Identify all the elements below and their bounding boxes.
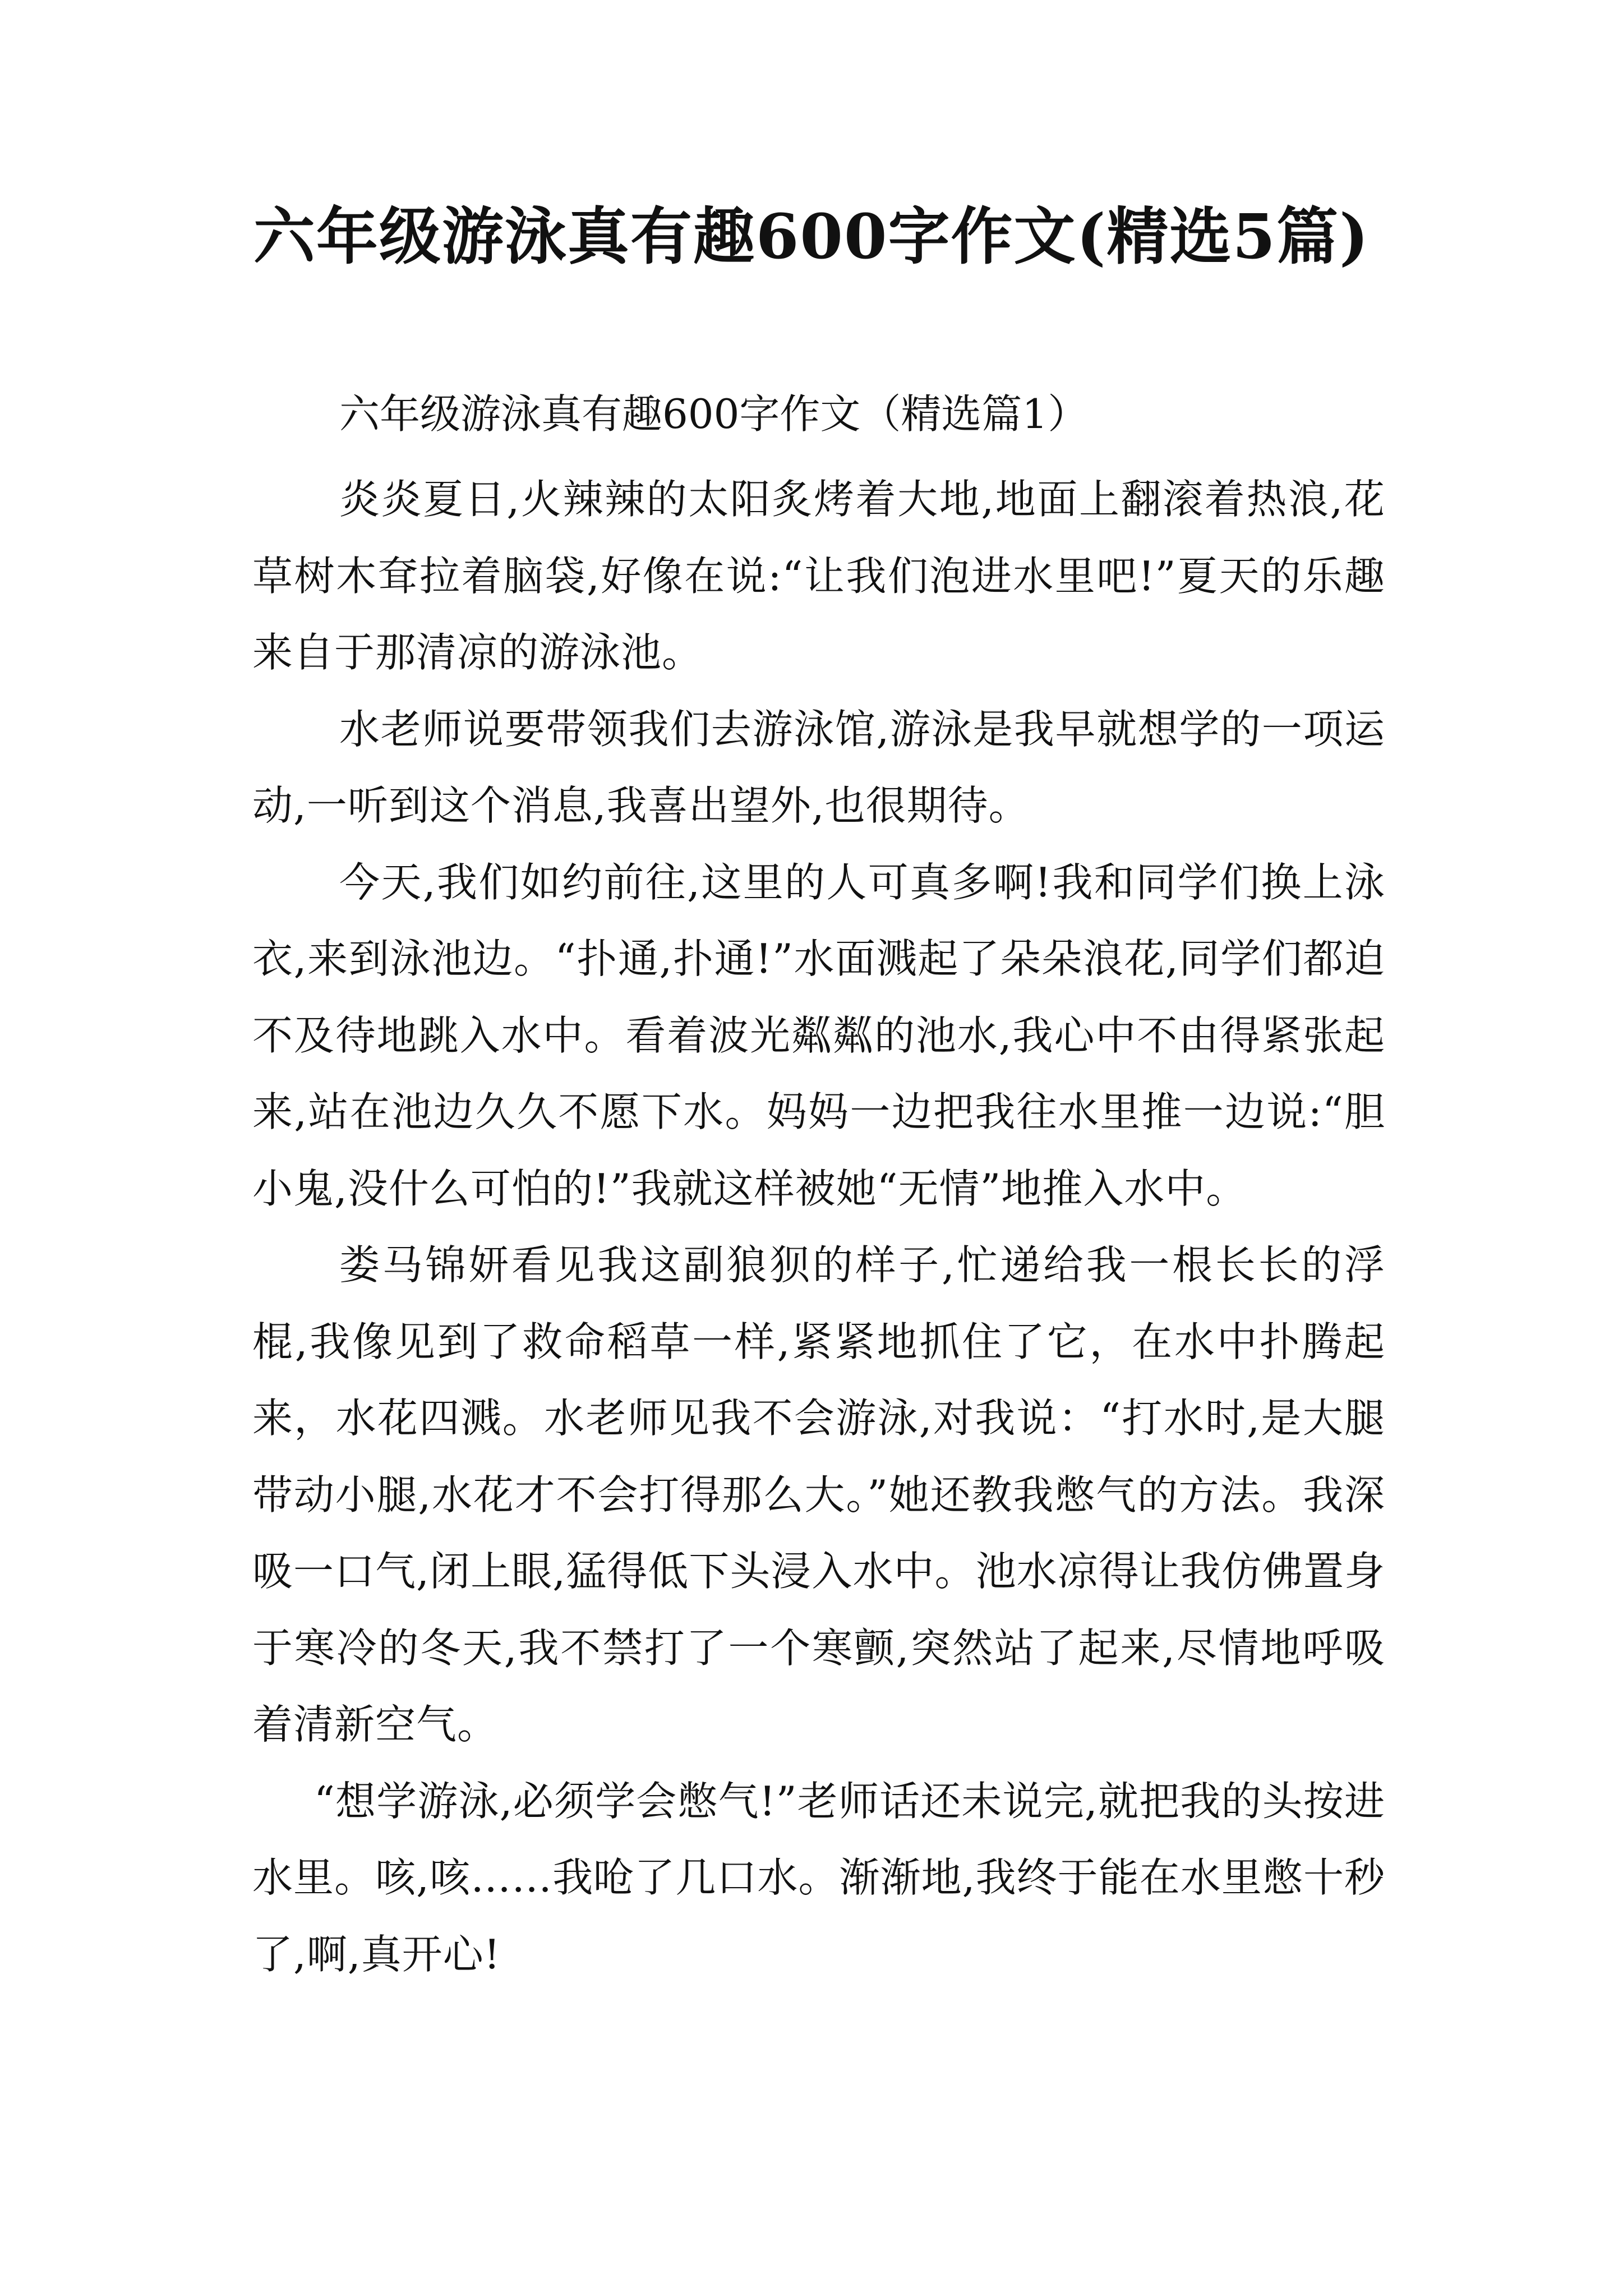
paragraph-2: 水老师说要带领我们去游泳馆,游泳是我早就想学的一项运动,一听到这个消息,我喜出望外,也很期待。 bbox=[252, 705, 1385, 829]
paragraph-4: 娄马锦妍看见我这副狼狈的样子,忙递给我一根长长的浮棍,我像见到了救命稻草一样,紧紧地抓住了它，在水中扑腾起来，水花四溅。水老师见我不会游泳,对我说：“打水时,是大腿带动小腿,水花才不会打得那么大。”她还教我憋气的方法。我深吸一口气,闭上眼,猛得低下头浸入水中。池水凉得让我仿佛置身于寒冷的冬天,我不禁打了一个寒颤,突然站了起来,尽情地呼吸着清新空气。 bbox=[252, 1241, 1385, 1748]
paragraph-5: “想学游泳,必须学会憋气!”老师话还未说完,就把我的头按进水里。咳,咳……我呛了几口水。渐渐地,我终于能在水里憋十秒了,啊,真开心! bbox=[252, 1777, 1385, 1978]
section-subtitle: 六年级游泳真有趣600字作文（精选篇1） bbox=[339, 390, 1089, 438]
document-body bbox=[252, 461, 1385, 1993]
document-title: 六年级游泳真有趣600字作文(精选5篇) bbox=[253, 200, 1370, 273]
paragraph-3: 今天,我们如约前往,这里的人可真多啊!我和同学们换上泳衣,来到泳池边。“扑通,扑通!”水面溅起了朵朵浪花,同学们都迫不及待地跳入水中。看着波光粼粼的池水,我心中不由得紧张起来,站在池边久久不愿下水。妈妈一边把我往水里推一边说:“胆小鬼,没什么可怕的!”我就这样被她“无情”地推入水中。 bbox=[252, 858, 1385, 1212]
paragraph-1: 炎炎夏日,火辣辣的太阳炙烤着大地,地面上翻滚着热浪,花草树木耷拉着脑袋,好像在说:“让我们泡进水里吧!”夏天的乐趣来自于那清凉的游泳池。 bbox=[252, 476, 1385, 676]
